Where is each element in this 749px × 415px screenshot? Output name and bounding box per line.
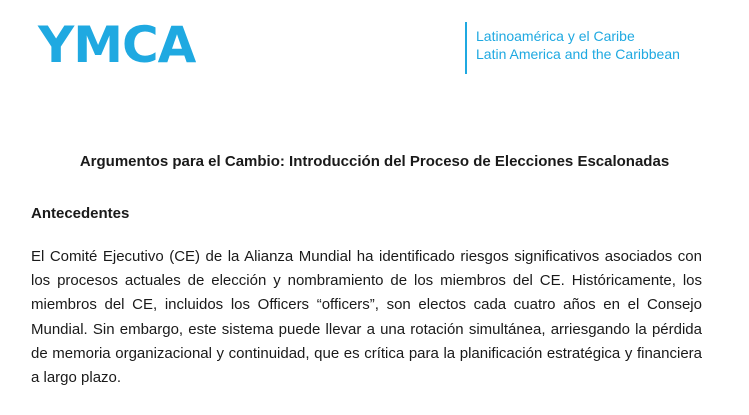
document-title: Argumentos para el Cambio: Introducción del Proceso de Elecciones Escalonadas bbox=[79, 153, 670, 170]
region-spanish: Latinoamérica y el Caribe bbox=[476, 28, 635, 44]
region-english: Latin America and the Caribbean bbox=[476, 46, 680, 62]
header-divider bbox=[465, 22, 467, 74]
region-label bbox=[476, 27, 680, 63]
section-heading: Antecedentes bbox=[31, 205, 130, 222]
ymca-logo: YMCA bbox=[38, 16, 196, 74]
body-paragraph: El Comité Ejecutivo (CE) de la Alianza Mundial ha identificado riesgos significativos asociados con los procesos actuales de elección y nombramiento de los miembros del CE. Históricamente, los miembros del CE, incluidos los Officers “officers”, son electos cada cuatro años en el Consejo Mundial. Sin embargo, este sistema puede llevar a una rotación simultánea, arriesgando la pérdida de memoria organizacional y continuidad, que es crítica para la planificación estratégica y financiera a largo plazo. bbox=[31, 248, 702, 387]
